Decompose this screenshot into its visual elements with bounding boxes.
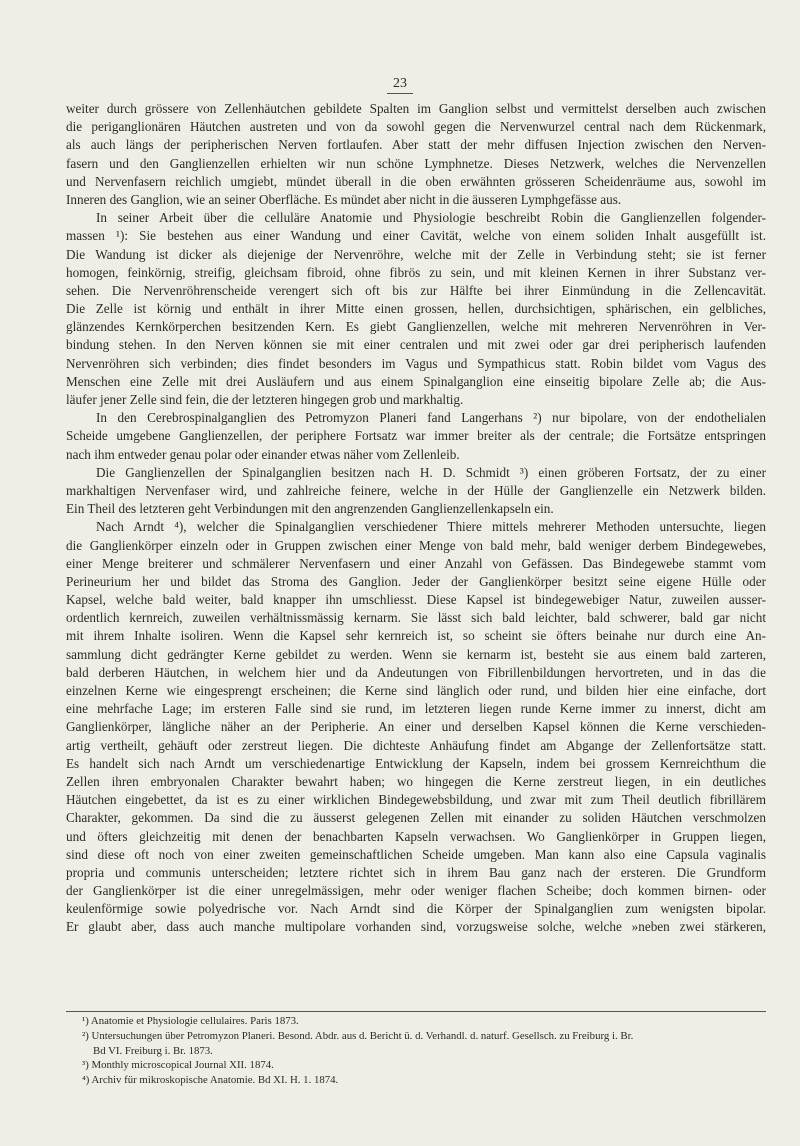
text-line: Nervenröhren sich verbinden; dies findet besonders im Vagus und Sympathicus statt. Robin bildet vom Vagus des [66, 355, 766, 371]
text-line: markhaltigen Nervenfaser wird, und zahlreiche feinere, welche in der Hülle der Ganglienzelle ein Netzwerk bilden. [66, 482, 766, 498]
footnote-line: ³) Monthly microscopical Journal XII. 1874. [82, 1059, 274, 1072]
text-line: weiter durch grössere von Zellenhäutchen gebildete Spalten im Ganglion selbst und vermittelst derselben auch zwischen [66, 101, 766, 116]
body-text [66, 100, 766, 937]
text-line: In seiner Arbeit über die celluläre Anatomie und Physiologie beschreibt Robin die Ganglienzellen folgender- [96, 210, 766, 226]
text-line: Die Ganglienzellen der Spinalganglien besitzen nach H. D. Schmidt ³) einen gröberen Fortsatz, der zu einer [96, 464, 766, 480]
text-line: Häutchen eingebettet, da ist es zu einer wirklichen Bindegewebsbildung, und zwar mit zum Theil deutlich fibrillärem [66, 792, 766, 808]
text-line: sammlung dicht gedrängter Kerne gebildet zu werden. Wenn sie kernarm ist, besteht sie aus einem bald zarteren, [66, 646, 766, 662]
footnote-line: ¹) Anatomie et Physiologie cellulaires. Paris 1873. [82, 1015, 299, 1027]
text-line: Charakter, gekommen. Da sind die zu äusserst gelegenen Zellen mit einander zu soliden Häutchen verschmolzen [66, 810, 766, 826]
text-line: Zellen ihren embryonalen Charakter bewahrt haben; wo hingegen die Kerne zerstreut liegen, in ein deutliches [66, 773, 766, 789]
text-line: sind diese oft noch von einer zweiten gemeinschaftlichen Scheide umgeben. Man kann also eine Capsula vaginalis [66, 846, 766, 862]
text-line: keulenförmige sowie polyedrische vor. Nach Arndt sind die Körper der Spinalganglien zum wenigsten bipolar. [66, 901, 766, 917]
footnote-line: ²) Untersuchungen über Petromyzon Planeri. Besond. Abdr. aus d. Bericht ü. d. Verhandl. d. naturf. Gesellsch. zu Freiburg i. Br. [82, 1029, 634, 1042]
text-line: fasern und den Ganglienzellen erhielten wir nun schöne Lymphnetze. Dieses Netzwerk, welches die Nervenzellen [66, 155, 766, 171]
text-line: homogen, feinkörnig, streifig, gleichsam fibroid, ohne fibrös zu sein, und mit kleinen Kernen in ihrer Substanz ver- [66, 264, 766, 280]
page-number: 23 [0, 76, 800, 94]
text-line: die Ganglienkörper einzeln oder in Gruppen zwischen einer Menge von bald mehr, bald weniger derbem Bindegewebes, [66, 537, 766, 553]
text-line: Perineurium her und bildet das Stroma des Ganglion. Jeder der Ganglienkörper besitzt seine eigene Hülle oder [66, 573, 766, 589]
text-line: und Nervenfasern reichlich umgiebt, mündet überall in die oben erwähnten grösseren Scheidenräume aus, sowohl im [66, 173, 766, 189]
text-line: einzelnen Kerne wie eingesprengt erscheinen; die Kerne sind länglich oder rund, und bilden hier eine einfache, dort [66, 683, 766, 698]
text-line: der Ganglienkörper ist die einer unregelmässigen, mehr oder weniger flachen Scheibe; doch kommen birnen- oder [66, 883, 766, 899]
text-line: Die Zelle ist körnig und enthält in ihrer Mitte einen grossen, hellen, durchsichtigen, sphärischen, ein gelbliches, [66, 301, 766, 317]
text-line: Ganglienkörper, längliche näher an der Peripherie. An einer und derselben Kapsel können die Kerne verschieden- [66, 719, 766, 735]
text-line: nach ihm entweder genau polar oder einander etwas näher vom Zellenleib. [66, 446, 460, 462]
text-line: die periganglionären Häutchen austreten und von da sowohl gegen die Nervenwurzel central nach dem Rückenmark, [66, 119, 766, 135]
footnote-divider [66, 1011, 766, 1012]
text-line: mit ihrem Inhalte isoliren. Wenn die Kapsel sehr kernreich ist, so scheint sie öfters beinahe nur durch eine An- [66, 628, 766, 644]
text-line: bindung stehen. In den Nerven können sie mit einer centralen und mit zwei oder gar drei peripherisch laufenden [66, 337, 766, 353]
text-line: propria und communis unterscheiden; letztere richtet sich in ihrem Bau ganz nach der ersteren. Die Grundform [66, 864, 766, 880]
text-line: Ein Theil des letzteren geht Verbindungen mit den angrenzenden Ganglienzellenkapseln ein. [66, 501, 554, 517]
text-line: Nach Arndt ⁴), welcher die Spinalganglien verschiedener Thiere mittels mehrerer Methoden untersuchte, liegen [96, 519, 766, 535]
footnotes [82, 1014, 766, 1088]
text-line: Kapsel, welche bald weiter, bald knapper ihn umschliesst. Diese Kapsel ist bindegewebiger Natur, zuweilen ausser- [66, 592, 766, 608]
text-line: Scheide umgebene Ganglienzellen, der periphere Fortsatz war immer breiter als der centrale; die Fortsätze entspringen [66, 428, 766, 444]
text-line: ordentlich kernreich, zuweilen verhältnissmässig kernarm. Sie lässt sich bald leichter, bald schwerer, bald gar nicht [66, 610, 766, 626]
text-line: läufer jener Zelle sind fein, die der letzteren hingegen grob und markhaltig. [66, 392, 464, 407]
text-line: Er glaubt aber, dass auch manche multipolare vorhanden sind, vorzugsweise solche, welche »neben zwei stärkeren, [66, 919, 766, 935]
text-line: glänzendes Kernkörperchen besitzenden Kern. Es giebt Ganglienzellen, welche mit mehreren Nervenröhren in Ver- [66, 319, 766, 335]
text-line: Die Wandung ist dicker als diejenige der Nervenröhre, welche mit der Zelle in Verbindung steht; sie ist ferner [66, 246, 766, 262]
text-line: eine mehrfache Lage; im ersteren Falle sind sie rund, im letzteren liegen runde Kerne immer zu innerst, dicht am [66, 701, 766, 717]
text-line: als auch längs der peripherischen Nerven fortlaufen. Aber statt der mehr diffusen Injection zwischen den Nerven- [66, 137, 766, 153]
text-line: und öfters gleichzeitig mit denen der benachbarten Kapseln verwachsen. Wo Ganglienkörper in Gruppen liegen, [66, 828, 766, 844]
text-line: einer Menge breiterer und schmälerer Nervenfasern und einer Anzahl von Gefässen. Das Bindegewebe stammt vom [66, 555, 766, 571]
text-line: artig vertheilt, gehäuft oder zerstreut liegen. Die dichteste Anhäufung findet am Abgange der Zellenfortsätze statt. [66, 737, 766, 753]
text-line: Inneren des Ganglion, wie an seiner Oberfläche. Es mündet aber nicht in die äusseren Lymphgefässe aus. [66, 191, 622, 207]
text-line: Es handelt sich nach Arndt um verschiedenartige Entwicklung der Kapseln, indem bei grossem Kernreichthum die [66, 755, 766, 771]
footnote-line: Bd VI. Freiburg i. Br. 1873. [93, 1044, 213, 1057]
text-line: bald derberen Häutchen, in welchem hier und da Andeutungen von Fibrillenbildungen hervortreten, und in das die [66, 664, 766, 680]
text-line: Menschen eine Zelle mit drei Ausläufern und aus einem Spinalganglion eine einseitig bipolare Zelle ab; die Aus- [66, 373, 766, 389]
text-line: sehen. Die Nervenröhrenscheide verengert sich oft bis zur Hälfte bei ihrer Einmündung in die Zellencavität. [66, 282, 766, 298]
text-line: massen ¹): Sie bestehen aus einer Wandung und einer Cavität, welche von einem soliden Inhalt ausgefüllt ist. [66, 228, 766, 244]
footnote-line: ⁴) Archiv für mikroskopische Anatomie. Bd XI. H. 1. 1874. [82, 1074, 339, 1087]
text-line: In den Cerebrospinalganglien des Petromyzon Planeri fand Langerhans ²) nur bipolare, von der endothelialen [96, 410, 766, 426]
